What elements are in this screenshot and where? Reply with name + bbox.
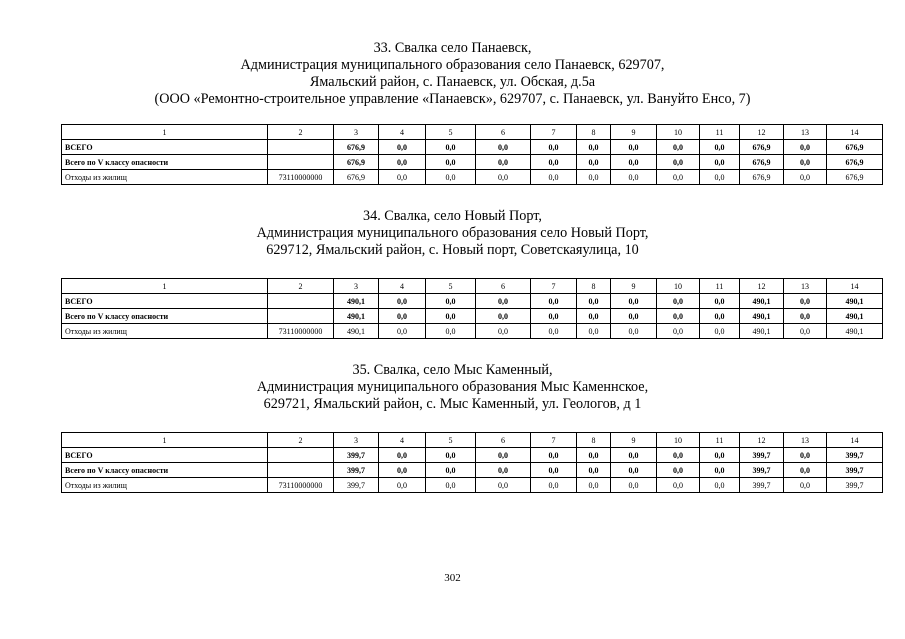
- value-cell: 0,0: [611, 155, 657, 170]
- heading-line: 34. Свалка, село Новый Порт,: [363, 208, 542, 224]
- value-cell: 0,0: [611, 294, 657, 309]
- table-row: [62, 478, 883, 493]
- value-cell: 0,0: [611, 478, 657, 493]
- value-cell: 0,0: [379, 140, 426, 155]
- value-cell: 0,0: [379, 170, 426, 185]
- column-number-cell: 1: [62, 279, 268, 294]
- column-number-cell: 5: [426, 433, 476, 448]
- value-cell: 0,0: [426, 324, 476, 339]
- section-heading: [0, 40, 905, 108]
- value-cell: 0,0: [426, 463, 476, 478]
- table-row: [62, 170, 883, 185]
- heading-line: 629712, Ямальский район, с. Новый порт, Советскаяулица, 10: [266, 242, 639, 258]
- column-number-cell: 13: [784, 279, 827, 294]
- column-number-cell: 11: [700, 279, 740, 294]
- heading-line: Ямальский район, с. Панаевск, ул. Обская, д.5а: [309, 74, 596, 90]
- heading-line: Администрация муниципального образования село Панаевск, 629707,: [240, 57, 665, 73]
- value-cell: 490,1: [827, 294, 883, 309]
- value-cell: 0,0: [531, 463, 577, 478]
- value-cell: 0,0: [577, 478, 611, 493]
- value-cell: 676,9: [740, 170, 784, 185]
- column-number-cell: 7: [531, 125, 577, 140]
- column-number-cell: 14: [827, 125, 883, 140]
- value-cell: 0,0: [577, 309, 611, 324]
- value-cell: 490,1: [334, 294, 379, 309]
- value-cell: 0,0: [784, 324, 827, 339]
- column-number-cell: 5: [426, 279, 476, 294]
- table-row: [62, 463, 883, 478]
- column-number-cell: 3: [334, 433, 379, 448]
- value-cell: 0,0: [611, 309, 657, 324]
- value-cell: 0,0: [784, 140, 827, 155]
- value-cell: 676,9: [827, 140, 883, 155]
- value-cell: 0,0: [379, 155, 426, 170]
- column-number-cell: 7: [531, 433, 577, 448]
- column-number-cell: 11: [700, 433, 740, 448]
- code-cell: [268, 140, 334, 155]
- value-cell: 676,9: [334, 140, 379, 155]
- value-cell: 0,0: [577, 463, 611, 478]
- value-cell: 0,0: [476, 463, 531, 478]
- value-cell: 490,1: [740, 324, 784, 339]
- waste-table: [61, 278, 883, 339]
- value-cell: 0,0: [700, 155, 740, 170]
- column-number-cell: 10: [657, 279, 700, 294]
- table-row: [62, 294, 883, 309]
- value-cell: 0,0: [379, 309, 426, 324]
- column-number-cell: 6: [476, 125, 531, 140]
- value-cell: 399,7: [740, 448, 784, 463]
- value-cell: 0,0: [611, 170, 657, 185]
- code-cell: [268, 309, 334, 324]
- value-cell: 0,0: [700, 309, 740, 324]
- value-cell: 0,0: [531, 478, 577, 493]
- value-cell: 0,0: [784, 170, 827, 185]
- column-number-cell: 2: [268, 125, 334, 140]
- column-number-cell: 9: [611, 433, 657, 448]
- column-number-cell: 4: [379, 125, 426, 140]
- value-cell: 0,0: [700, 170, 740, 185]
- table-row: [62, 155, 883, 170]
- column-number-cell: 2: [268, 279, 334, 294]
- value-cell: 0,0: [784, 463, 827, 478]
- column-number-cell: 8: [577, 125, 611, 140]
- value-cell: 0,0: [577, 324, 611, 339]
- heading-line: Администрация муниципального образования Мыс Каменнское,: [256, 379, 649, 395]
- value-cell: 490,1: [334, 309, 379, 324]
- value-cell: 0,0: [379, 324, 426, 339]
- value-cell: 0,0: [657, 463, 700, 478]
- value-cell: 0,0: [476, 170, 531, 185]
- value-cell: 399,7: [827, 478, 883, 493]
- code-cell: [268, 294, 334, 309]
- heading-line: (ООО «Ремонтно-строительное управление «Панаевск», 629707, с. Панаевск, ул. Вануйто Енсо, 7): [154, 91, 751, 107]
- value-cell: 0,0: [476, 294, 531, 309]
- column-number-cell: 2: [268, 433, 334, 448]
- value-cell: 676,9: [334, 155, 379, 170]
- waste-table: [61, 432, 883, 493]
- column-number-cell: 14: [827, 433, 883, 448]
- code-cell: [268, 463, 334, 478]
- waste-table: [61, 124, 883, 185]
- row-label-cell: Всего по V классу опасности: [62, 463, 268, 478]
- value-cell: 0,0: [657, 294, 700, 309]
- value-cell: 0,0: [426, 140, 476, 155]
- table-row: [62, 324, 883, 339]
- value-cell: 0,0: [379, 463, 426, 478]
- value-cell: 0,0: [784, 478, 827, 493]
- value-cell: 676,9: [334, 170, 379, 185]
- heading-line: 629721, Ямальский район, с. Мыс Каменный, ул. Геологов, д 1: [263, 396, 642, 412]
- value-cell: 0,0: [611, 324, 657, 339]
- column-number-cell: 9: [611, 279, 657, 294]
- column-number-cell: 12: [740, 433, 784, 448]
- table-row: [62, 448, 883, 463]
- value-cell: 0,0: [531, 140, 577, 155]
- value-cell: 0,0: [476, 448, 531, 463]
- value-cell: 490,1: [740, 294, 784, 309]
- value-cell: 0,0: [531, 324, 577, 339]
- value-cell: 0,0: [531, 448, 577, 463]
- value-cell: 0,0: [426, 294, 476, 309]
- value-cell: 0,0: [379, 294, 426, 309]
- value-cell: 0,0: [577, 448, 611, 463]
- heading-line: 33. Свалка село Панаевск,: [373, 40, 532, 56]
- code-cell: 73110000000: [268, 478, 334, 493]
- value-cell: 0,0: [476, 478, 531, 493]
- column-number-cell: 3: [334, 279, 379, 294]
- value-cell: 0,0: [577, 294, 611, 309]
- table-row: [62, 140, 883, 155]
- column-number-cell: 5: [426, 125, 476, 140]
- column-number-cell: 13: [784, 125, 827, 140]
- value-cell: 0,0: [657, 140, 700, 155]
- value-cell: 0,0: [611, 448, 657, 463]
- value-cell: 0,0: [784, 155, 827, 170]
- value-cell: 0,0: [700, 463, 740, 478]
- column-number-cell: 3: [334, 125, 379, 140]
- row-label-cell: Всего по V классу опасности: [62, 309, 268, 324]
- value-cell: 490,1: [827, 309, 883, 324]
- heading-line: 35. Свалка, село Мыс Каменный,: [352, 362, 553, 378]
- value-cell: 0,0: [657, 155, 700, 170]
- value-cell: 399,7: [827, 463, 883, 478]
- value-cell: 0,0: [476, 309, 531, 324]
- value-cell: 0,0: [700, 140, 740, 155]
- value-cell: 0,0: [476, 155, 531, 170]
- column-number-cell: 1: [62, 125, 268, 140]
- code-cell: [268, 448, 334, 463]
- column-number-cell: 10: [657, 125, 700, 140]
- table-header-row: [62, 433, 883, 448]
- value-cell: 0,0: [531, 170, 577, 185]
- value-cell: 0,0: [784, 448, 827, 463]
- value-cell: 0,0: [379, 448, 426, 463]
- column-number-cell: 8: [577, 433, 611, 448]
- column-number-cell: 4: [379, 433, 426, 448]
- value-cell: 676,9: [740, 155, 784, 170]
- column-number-cell: 12: [740, 125, 784, 140]
- table-row: [62, 309, 883, 324]
- column-number-cell: 7: [531, 279, 577, 294]
- value-cell: 0,0: [784, 309, 827, 324]
- heading-line: Администрация муниципального образования село Новый Порт,: [256, 225, 649, 241]
- column-number-cell: 14: [827, 279, 883, 294]
- table-header-row: [62, 279, 883, 294]
- value-cell: 0,0: [577, 170, 611, 185]
- value-cell: 0,0: [611, 140, 657, 155]
- value-cell: 399,7: [740, 478, 784, 493]
- row-label-cell: ВСЕГО: [62, 140, 268, 155]
- section-heading: [0, 362, 905, 413]
- value-cell: 0,0: [426, 448, 476, 463]
- code-cell: 73110000000: [268, 170, 334, 185]
- value-cell: 0,0: [577, 140, 611, 155]
- value-cell: 676,9: [740, 140, 784, 155]
- column-number-cell: 8: [577, 279, 611, 294]
- value-cell: 0,0: [426, 309, 476, 324]
- value-cell: 0,0: [476, 140, 531, 155]
- value-cell: 490,1: [334, 324, 379, 339]
- value-cell: 0,0: [426, 155, 476, 170]
- value-cell: 0,0: [657, 324, 700, 339]
- value-cell: 0,0: [657, 448, 700, 463]
- table-header-row: [62, 125, 883, 140]
- value-cell: 0,0: [531, 294, 577, 309]
- row-label-cell: Всего по V классу опасности: [62, 155, 268, 170]
- column-number-cell: 11: [700, 125, 740, 140]
- value-cell: 0,0: [531, 309, 577, 324]
- row-label-cell: ВСЕГО: [62, 448, 268, 463]
- row-label-cell: ВСЕГО: [62, 294, 268, 309]
- row-label-cell: Отходы из жилищ: [62, 478, 268, 493]
- value-cell: 676,9: [827, 170, 883, 185]
- value-cell: 399,7: [740, 463, 784, 478]
- section-heading: [0, 208, 905, 259]
- code-cell: 73110000000: [268, 324, 334, 339]
- value-cell: 0,0: [476, 324, 531, 339]
- column-number-cell: 10: [657, 433, 700, 448]
- value-cell: 0,0: [657, 478, 700, 493]
- value-cell: 0,0: [577, 155, 611, 170]
- column-number-cell: 13: [784, 433, 827, 448]
- value-cell: 0,0: [657, 170, 700, 185]
- value-cell: 399,7: [334, 448, 379, 463]
- value-cell: 676,9: [827, 155, 883, 170]
- value-cell: 399,7: [827, 448, 883, 463]
- column-number-cell: 6: [476, 279, 531, 294]
- column-number-cell: 4: [379, 279, 426, 294]
- row-label-cell: Отходы из жилищ: [62, 324, 268, 339]
- row-label-cell: Отходы из жилищ: [62, 170, 268, 185]
- page-number: 302: [444, 572, 461, 584]
- value-cell: 0,0: [611, 463, 657, 478]
- value-cell: 0,0: [700, 324, 740, 339]
- value-cell: 0,0: [784, 294, 827, 309]
- code-cell: [268, 155, 334, 170]
- value-cell: 0,0: [426, 478, 476, 493]
- value-cell: 0,0: [531, 155, 577, 170]
- value-cell: 399,7: [334, 478, 379, 493]
- value-cell: 490,1: [827, 324, 883, 339]
- value-cell: 0,0: [426, 170, 476, 185]
- value-cell: 0,0: [657, 309, 700, 324]
- column-number-cell: 6: [476, 433, 531, 448]
- value-cell: 0,0: [700, 294, 740, 309]
- value-cell: 0,0: [700, 478, 740, 493]
- column-number-cell: 9: [611, 125, 657, 140]
- column-number-cell: 1: [62, 433, 268, 448]
- value-cell: 0,0: [379, 478, 426, 493]
- value-cell: 490,1: [740, 309, 784, 324]
- column-number-cell: 12: [740, 279, 784, 294]
- value-cell: 399,7: [334, 463, 379, 478]
- value-cell: 0,0: [700, 448, 740, 463]
